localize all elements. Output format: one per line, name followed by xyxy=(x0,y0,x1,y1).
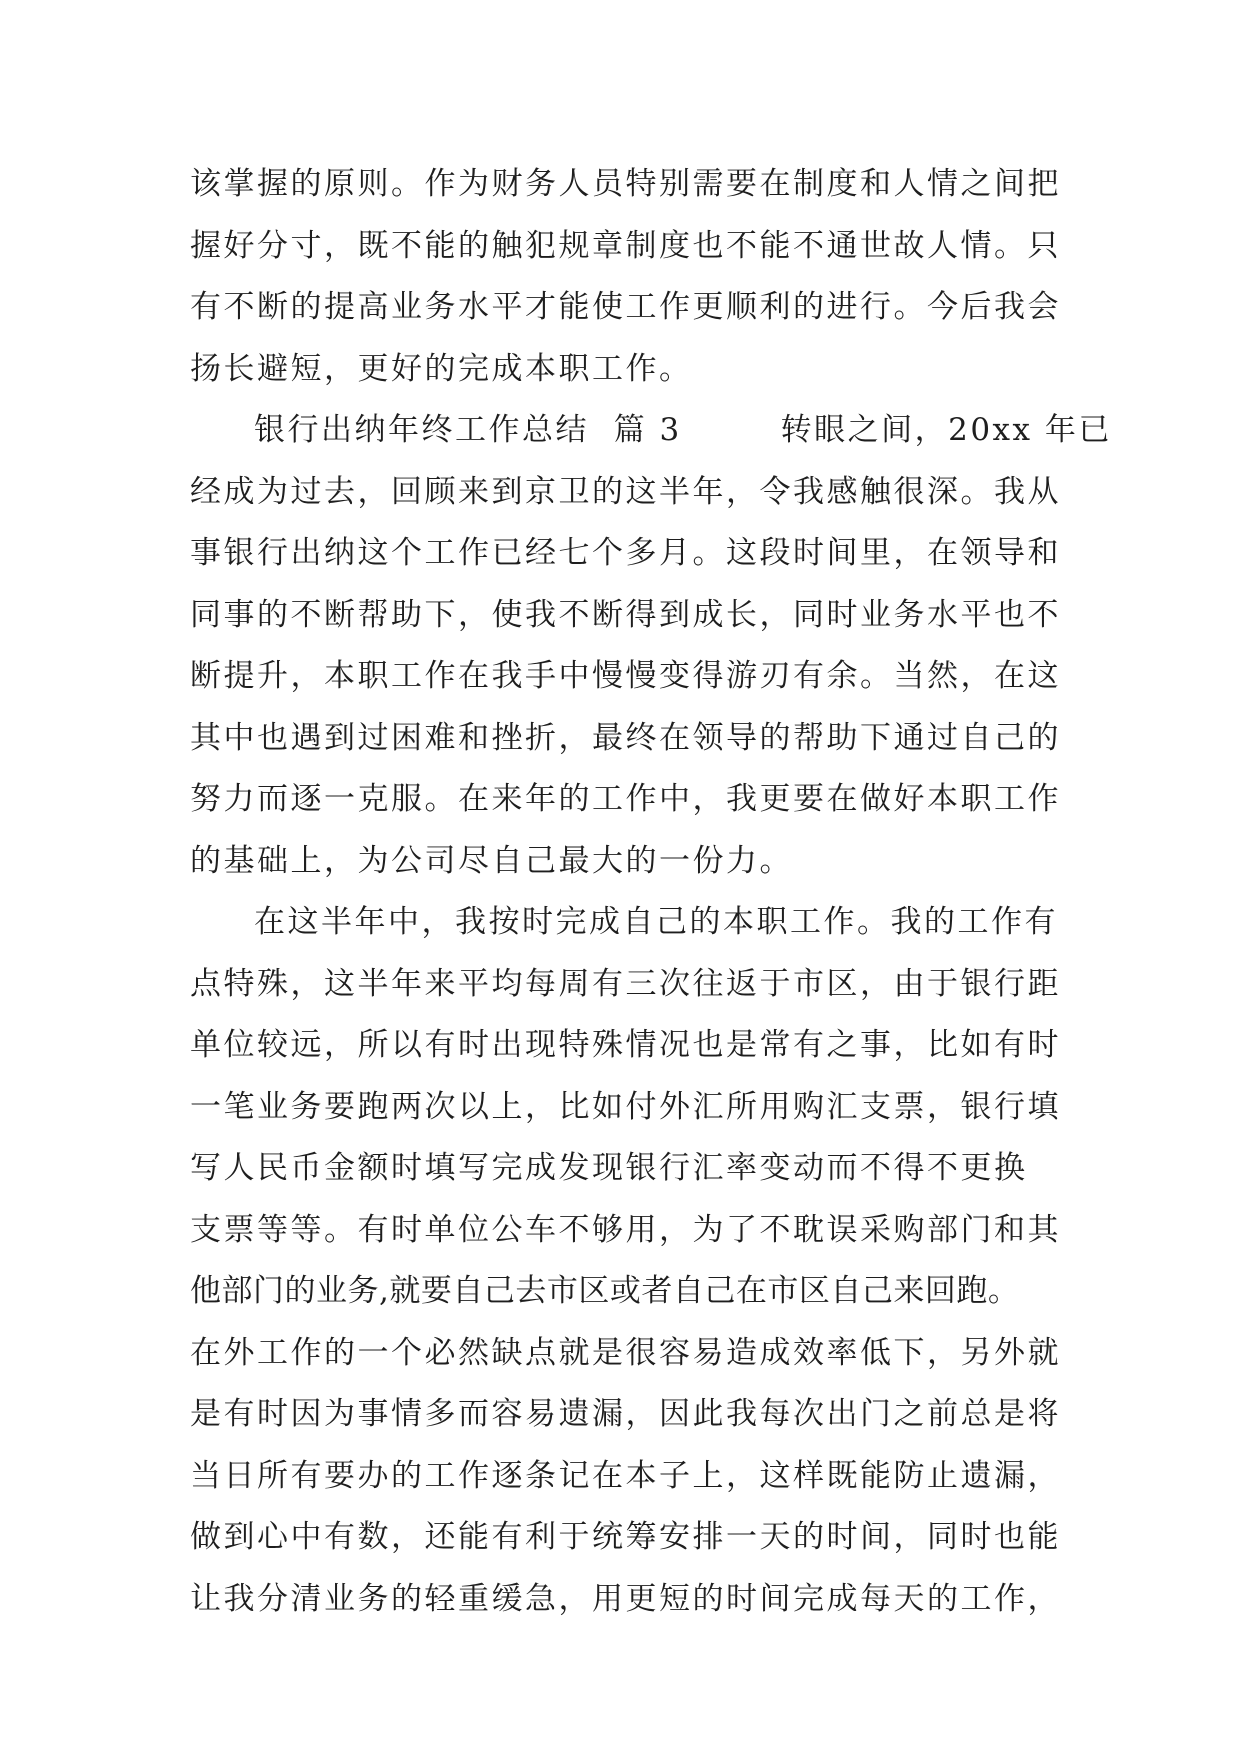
section-heading-line: 银行出纳年终工作总结 篇 3 转眼之间，20xx 年已 xyxy=(254,412,1112,448)
text-line: 同事的不断帮助下，使我不断得到成长，同时业务水平也不 xyxy=(190,596,1061,633)
text-line: 点特殊，这半年来平均每周有三次往返于市区，由于银行距 xyxy=(190,965,1061,1002)
text-line: 断提升，本职工作在我手中慢慢变得游刃有余。当然，在这 xyxy=(190,658,1061,694)
text-line: 该掌握的原则。作为财务人员特别需要在制度和人情之间把 xyxy=(190,166,1061,202)
text-line: 是有时因为事情多而容易遗漏，因此我每次出门之前总是将 xyxy=(190,1396,1061,1432)
text-line: 一笔业务要跑两次以上，比如付外汇所用购汇支票，银行填 xyxy=(190,1088,1061,1125)
text-line: 做到心中有数，还能有利于统筹安排一天的时间，同时也能 xyxy=(190,1519,1061,1555)
text-line: 当日所有要办的工作逐条记在本子上，这样既能防止遗漏， xyxy=(190,1457,1061,1494)
text-line: 握好分寸，既不能的触犯规章制度也不能不通世故人情。只 xyxy=(190,227,1061,264)
text-line: 有不断的提高业务水平才能使工作更顺利的进行。今后我会 xyxy=(190,289,1061,325)
text-line: 让我分清业务的轻重缓急，用更短的时间完成每天的工作， xyxy=(190,1580,1061,1617)
paragraph-start-line: 在这半年中，我按时完成自己的本职工作。我的工作有 xyxy=(254,904,1058,940)
text-line: 单位较远，所以有时出现特殊情况也是常有之事，比如有时 xyxy=(190,1027,1061,1063)
text-line: 支票等等。有时单位公车不够用，为了不耽误采购部门和其 xyxy=(190,1211,1061,1248)
text-line: 其中也遇到过困难和挫折，最终在领导的帮助下通过自己的 xyxy=(190,719,1061,756)
text-line: 写人民币金额时填写完成发现银行汇率变动而不得不更换 xyxy=(190,1150,1028,1186)
text-line: 扬长避短，更好的完成本职工作。 xyxy=(190,350,693,387)
text-line: 他部门的业务,就要自己去市区或者自己在市区自己来回跑。 xyxy=(190,1273,1020,1309)
text-line: 努力而逐一克服。在来年的工作中，我更要在做好本职工作 xyxy=(190,781,1061,817)
text-line: 事银行出纳这个工作已经七个多月。这段时间里，在领导和 xyxy=(190,535,1061,571)
text-line: 在外工作的一个必然缺点就是很容易造成效率低下，另外就 xyxy=(190,1334,1061,1371)
text-line: 经成为过去，回顾来到京卫的这半年，令我感触很深。我从 xyxy=(190,473,1061,510)
document-body xyxy=(190,154,1112,1630)
text-line: 的基础上，为公司尽自己最大的一份力。 xyxy=(190,842,793,879)
